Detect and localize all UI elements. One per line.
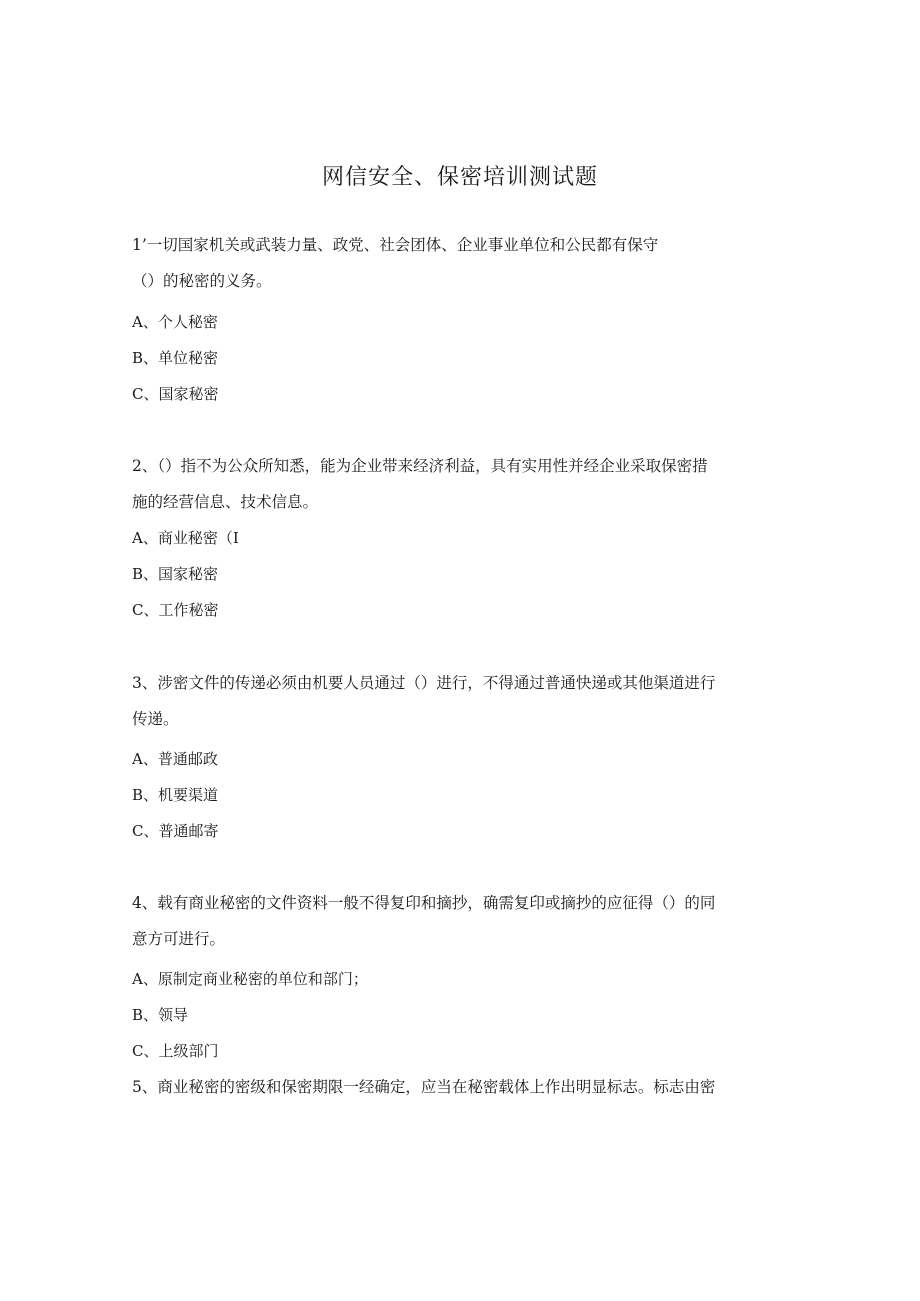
question-3-line-2: 传递。 bbox=[132, 710, 179, 728]
question-2-option-c: C、工作秘密 bbox=[132, 601, 219, 619]
question-4-option-a: A、原制定商业秘密的单位和部门； bbox=[132, 970, 368, 988]
document-title: 网信安全、保密培训测试题 bbox=[321, 165, 598, 190]
question-2-option-b: B、国家秘密 bbox=[132, 565, 219, 583]
question-4-line-2: 意方可进行。 bbox=[132, 930, 226, 948]
question-3-line-1: 3、涉密文件的传递必须由机要人员通过（）进行，不得通过普通快递或其他渠道进行 bbox=[132, 674, 716, 692]
question-1-line-1: 1’一切国家机关或武装力量、政党、社会团体、企业事业单位和公民都有保守 bbox=[132, 236, 659, 254]
question-4-line-1: 4、载有商业秘密的文件资料一般不得复印和摘抄，确需复印或摘抄的应征得（）的同 bbox=[132, 894, 716, 912]
question-3-option-b: B、机要渠道 bbox=[132, 786, 219, 804]
question-2-option-a: A、商业秘密（I bbox=[132, 529, 239, 547]
question-2-line-2: 施的经营信息、技术信息。 bbox=[132, 493, 319, 511]
question-4-option-c: C、上级部门 bbox=[132, 1042, 219, 1060]
question-4-option-b: B、领导 bbox=[132, 1006, 189, 1024]
question-1-line-2: （）的秘密的义务。 bbox=[132, 272, 272, 290]
question-1-option-b: B、单位秘密 bbox=[132, 349, 219, 367]
question-2-line-1: 2、（）指不为公众所知悉，能为企业带来经济利益，具有实用性并经企业采取保密措 bbox=[132, 457, 708, 475]
question-5-line-1: 5、商业秘密的密级和保密期限一经确定，应当在秘密载体上作出明显标志。标志由密 bbox=[132, 1078, 716, 1096]
question-3-option-c: C、普通邮寄 bbox=[132, 822, 219, 840]
question-1-option-a: A、个人秘密 bbox=[132, 313, 218, 331]
question-1-option-c: C、国家秘密 bbox=[132, 385, 219, 403]
question-3-option-a: A、普通邮政 bbox=[132, 750, 218, 768]
